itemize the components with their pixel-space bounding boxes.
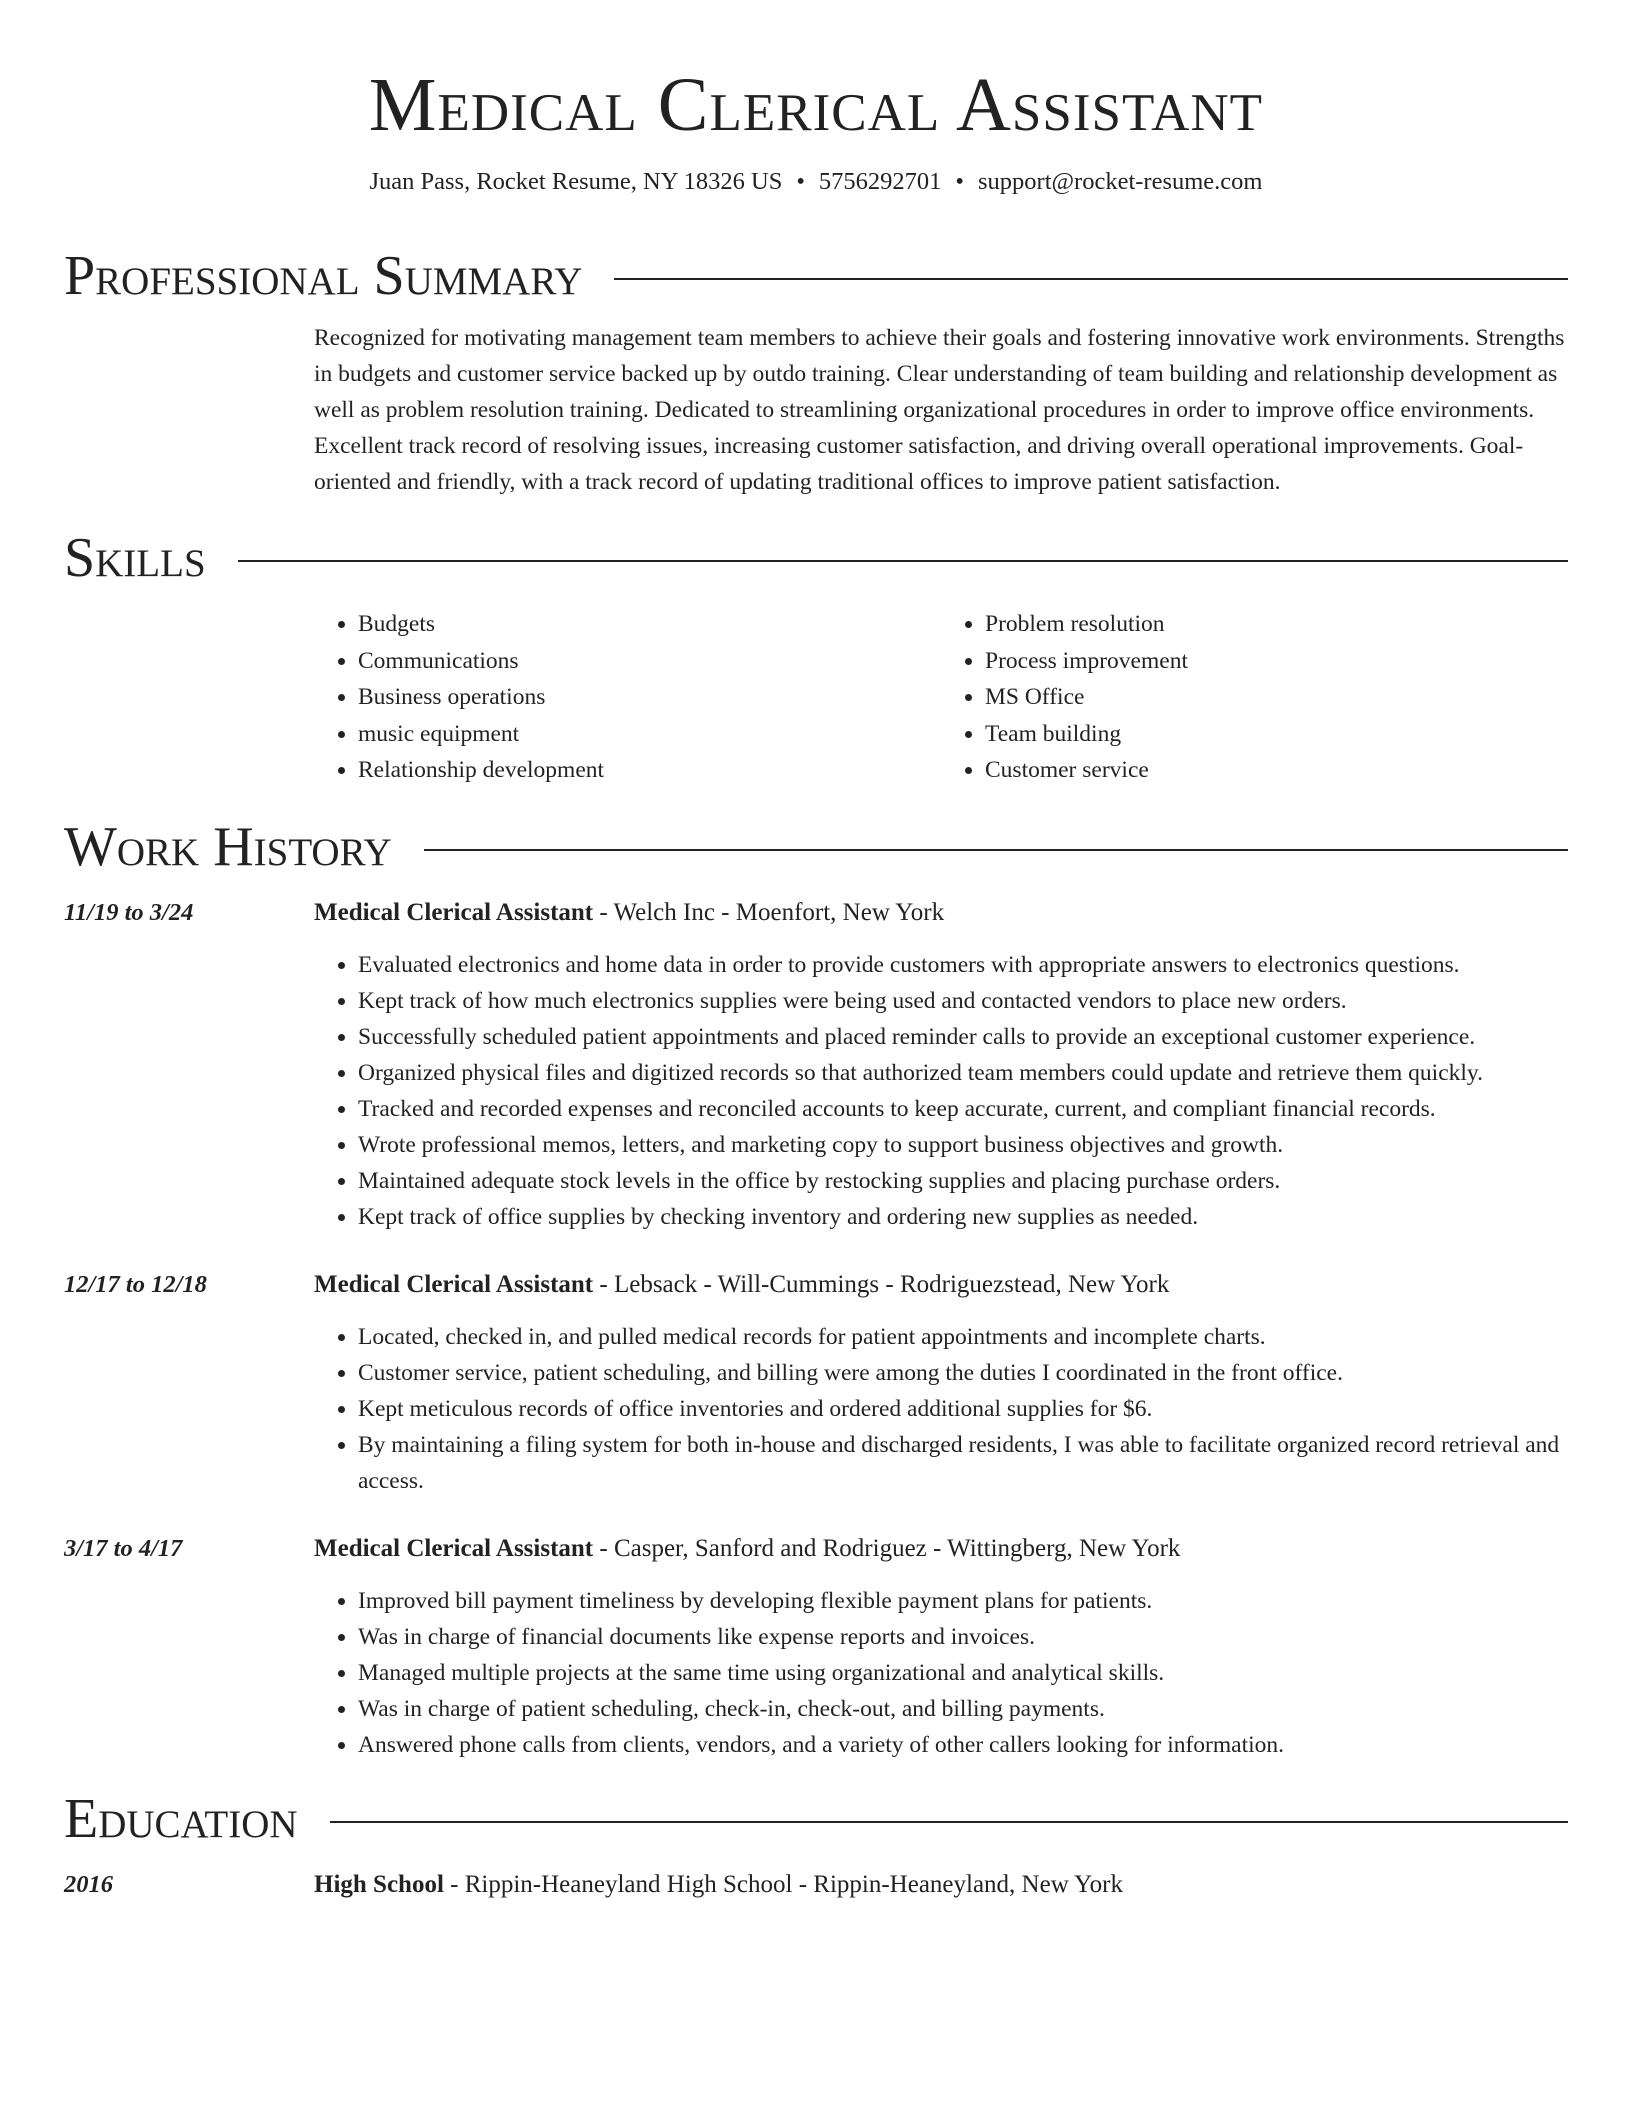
job-dates: 3/17 to 4/17 <box>64 1534 183 1562</box>
education-content <box>314 1867 1568 1903</box>
job-headline <box>314 895 1568 931</box>
skill-item: • Process improvement <box>985 643 1568 680</box>
job-title: Medical Clerical Assistant <box>314 898 594 926</box>
job-company-location: - Lebsack - Will-Cummings - Rodriguezstead, New York <box>593 1270 1170 1298</box>
section-divider <box>424 849 1568 851</box>
education-heading: Education <box>64 1787 298 1850</box>
contact-line <box>64 166 1568 198</box>
job-bullet: • Improved bill payment timeliness by developing flexible payment plans for patients. <box>358 1583 1568 1619</box>
job-entry <box>64 1267 1568 1499</box>
education-degree: High School <box>314 1870 444 1898</box>
contact-separator: • <box>796 168 805 195</box>
skill-item: • music equipment <box>358 716 941 753</box>
skill-item: • Relationship development <box>358 752 941 789</box>
skill-item: • Team building <box>985 716 1568 753</box>
education-section-header <box>64 1787 1568 1851</box>
summary-text: Recognized for motivating management team members to achieve their goals and fostering innovative work environments. Strengths in budgets and customer service backed up by outdo training. Clear understanding of team building and relationship development as well as problem resolution training. Dedicated to streamlining organizational procedures in order to improve office environments. Excellent track record of resolving issues, increasing customer satisfaction, and driving overall operational improvements. Goal-oriented and friendly, with a track record of updating traditional offices to improve patient satisfaction. <box>314 325 1565 495</box>
work-heading: Work History <box>64 815 392 878</box>
job-title: Medical Clerical Assistant <box>314 1534 594 1562</box>
job-content <box>314 1267 1568 1499</box>
summary-heading: Professional Summary <box>64 245 583 307</box>
contact-phone: 5756292701 <box>818 168 942 195</box>
skill-item: • Business operations <box>358 679 941 716</box>
contact-email: support@rocket-resume.com <box>978 168 1263 195</box>
job-bullet: • Located, checked in, and pulled medical records for patient appointments and incomplete charts. <box>358 1319 1568 1355</box>
job-company-location: - Welch Inc - Moenfort, New York <box>593 898 945 926</box>
education-school-location: - Rippin-Heaneyland High School - Rippin-Heaneyland, New York <box>443 1870 1123 1898</box>
job-bullet: • Kept meticulous records of office inventories and ordered additional supplies for $6. <box>358 1391 1568 1427</box>
skill-item: • MS Office <box>985 679 1568 716</box>
resume-page <box>64 0 1568 1903</box>
summary-body <box>314 320 1568 500</box>
job-dates: 12/17 to 12/18 <box>64 1270 207 1298</box>
section-divider <box>614 278 1568 280</box>
education-year: 2016 <box>64 1870 113 1898</box>
job-company-location: - Casper, Sanford and Rodriguez - Wittingberg, New York <box>593 1534 1181 1562</box>
skills-list <box>314 606 1568 789</box>
job-bullet: • Managed multiple projects at the same time using organizational and analytical skills. <box>358 1655 1568 1691</box>
job-headline <box>314 1531 1568 1567</box>
skills-column-right <box>941 606 1568 789</box>
skills-column-left <box>314 606 941 789</box>
skill-item: • Customer service <box>985 752 1568 789</box>
job-bullet: • Was in charge of patient scheduling, check-in, check-out, and billing payments. <box>358 1691 1568 1727</box>
job-title: Medical Clerical Assistant <box>314 1270 594 1298</box>
job-bullets <box>314 1583 1568 1763</box>
contact-address: Juan Pass, Rocket Resume, NY 18326 US <box>369 168 783 195</box>
job-bullet: • Tracked and recorded expenses and reconciled accounts to keep accurate, current, and compliant financial records. <box>358 1091 1568 1127</box>
section-divider <box>238 560 1568 562</box>
skill-item: • Problem resolution <box>985 606 1568 643</box>
education-headline <box>314 1867 1568 1903</box>
contact-separator: • <box>955 168 964 195</box>
job-headline <box>314 1267 1568 1303</box>
job-bullet: • Evaluated electronics and home data in order to provide customers with appropriate answers to electronics questions. <box>358 947 1568 983</box>
work-section-header <box>64 815 1568 879</box>
job-entry <box>64 1531 1568 1763</box>
job-bullet: • Successfully scheduled patient appointments and placed reminder calls to provide an exceptional customer experience. <box>358 1019 1568 1055</box>
job-bullet: • By maintaining a filing system for both in-house and discharged residents, I was able to facilitate organized record retrieval and access. <box>358 1427 1568 1499</box>
job-bullet: • Was in charge of financial documents like expense reports and invoices. <box>358 1619 1568 1655</box>
job-dates: 11/19 to 3/24 <box>64 898 194 926</box>
section-divider <box>330 1821 1568 1823</box>
summary-section-header <box>64 244 1568 308</box>
job-bullets <box>314 947 1568 1235</box>
education-entry <box>64 1867 1568 1903</box>
skill-item: • Communications <box>358 643 941 680</box>
resume-title: Medical Clerical Assistant <box>368 63 1264 147</box>
job-bullet: • Answered phone calls from clients, vendors, and a variety of other callers looking for information. <box>358 1727 1568 1763</box>
job-bullet: • Kept track of office supplies by checking inventory and ordering new supplies as needed. <box>358 1199 1568 1235</box>
skills-heading: Skills <box>64 527 206 589</box>
skills-section-header <box>64 526 1568 590</box>
job-bullet: • Wrote professional memos, letters, and marketing copy to support business objectives and growth. <box>358 1127 1568 1163</box>
job-content <box>314 895 1568 1235</box>
job-content <box>314 1531 1568 1763</box>
skill-item: • Budgets <box>358 606 941 643</box>
job-bullets <box>314 1319 1568 1499</box>
job-entry <box>64 895 1568 1235</box>
job-bullet: • Maintained adequate stock levels in the office by restocking supplies and placing purchase orders. <box>358 1163 1568 1199</box>
job-bullet: • Kept track of how much electronics supplies were being used and contacted vendors to place new orders. <box>358 983 1568 1019</box>
job-bullet: • Organized physical files and digitized records so that authorized team members could update and retrieve them quickly. <box>358 1055 1568 1091</box>
job-bullet: • Customer service, patient scheduling, and billing were among the duties I coordinated in the front office. <box>358 1355 1568 1391</box>
